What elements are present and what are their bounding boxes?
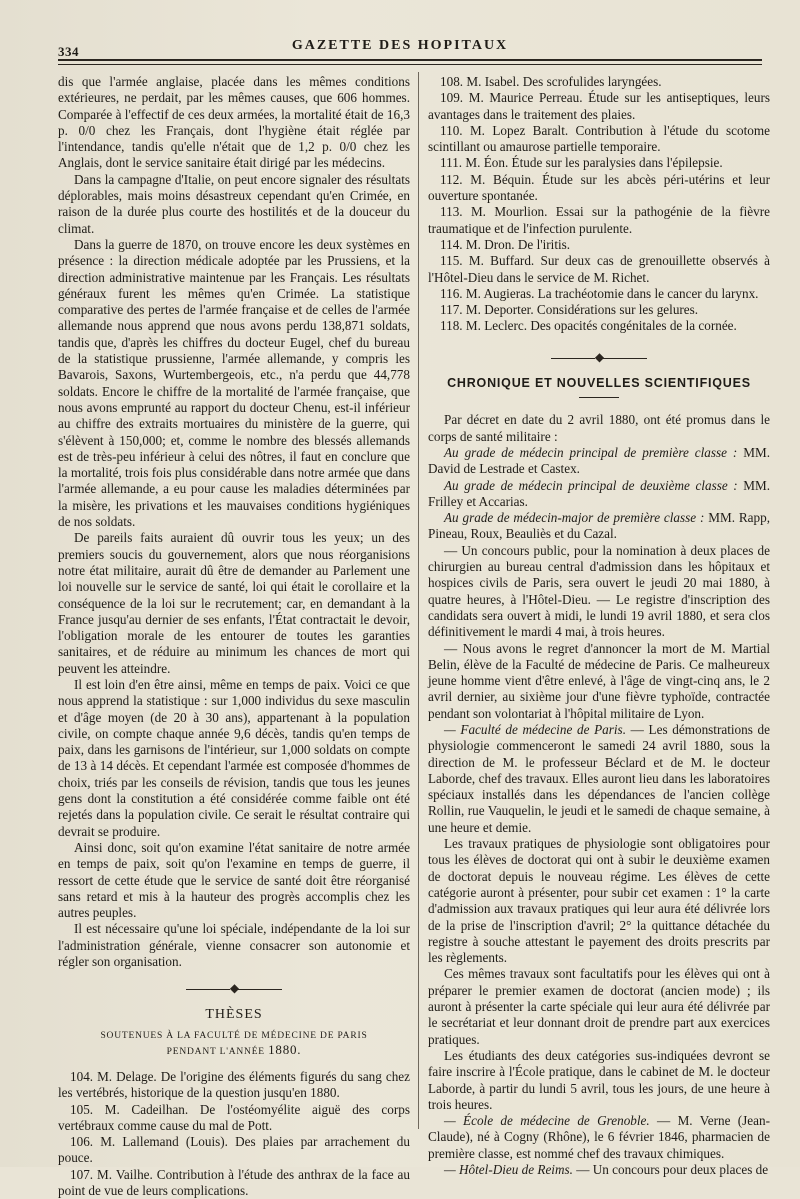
news-text: — Les démonstrations de physiologie commenceront le samedi 24 avril 1880, sous la direction de M. le professeur Béclard et de M. le docteur Laborde, chef des travaux. Elles auront lieu dans les laboratoires spéciaux installés dans les dépendances de l'ancien collège Rollin, rue Vauquelin, le jeudi et le samedi de chaque semaine, à une heure et demie. bbox=[428, 721, 770, 835]
promotion-entry bbox=[428, 478, 770, 511]
paragraph: Dans la guerre de 1870, on trouve encore les deux systèmes en présence : la direction médicale adoptée par les Prussiens, et la direction administrative maintenue par les Français. Les résultats généraux furent les mêmes qu'en Crimée. La statistique comparative des pertes de l'armée française et de celles de l'armée allemande nous apprend que nous avons perdu 138,871 soldats, tandis que, d'après les chiffres du docteur Eugel, chef du bureau de la statistique prussienne, l'armée allemande, y compris les Bavarois, Saxons, Wurtembergeois, etc., n'a perdu que 44,778 soldats. Encore le chiffre de la mortalité de l'armée française, que nous avons emprunté au rapport du docteur Chenu, est-il inférieur au chiffre des extraits mortuaires du ministère de la guerre, qui s'élèvent à 150,000; et, comme le nombre des blessés allemands est de très-peu inférieur à celui des nôtres, il faut en conclure que la mortalité, trois fois plus considérable dans notre armée que dans l'armée allemande, a eu pour cause les maladies déterminées par la misère, les privations et les mauvaises conditions hygiéniques de nos soldats. bbox=[58, 236, 410, 530]
chronique-rule bbox=[579, 397, 619, 398]
paragraph: Ainsi donc, soit qu'on examine l'état sanitaire de notre armée en temps de paix, soit qu'on l'examine en temps de guerre, il ressort de cette étude que le service de santé doit être réorganisé sans retard et mis à la hauteur des progrès accomplis chez les autres peuples. bbox=[58, 839, 410, 921]
thesis-item: 113. M. Mourlion. Essai sur la pathogénie de la fièvre traumatique et de l'infection purulente. bbox=[428, 204, 770, 236]
paragraph: Il est nécessaire qu'une loi spéciale, indépendante de la loi sur l'administration générale, vienne consacrer son autonomie et régler son organisation. bbox=[58, 921, 410, 970]
thesis-item: 115. M. Buffard. Sur deux cas de grenouillette observés à l'Hôtel-Dieu dans le service de M. Richet. bbox=[428, 253, 770, 285]
section-ornament: ◆ bbox=[58, 980, 410, 996]
news-item-faculte bbox=[428, 722, 770, 836]
thesis-item: 116. M. Augieras. La trachéotomie dans le cancer du larynx. bbox=[440, 285, 759, 301]
news-item-concours: — Un concours public, pour la nomination à deux places de chirurgien au bureau central d'admission dans les hôpitaux et hospices civils de Paris, sera ouvert le jeudi 20 mai 1880, à quatre heures, à l'Hôtel-Dieu. — Le registre d'inscription des candidats sera ouvert à midi, le lundi 19 avril 1880, et sera clos définitivement le mardi 4 mai, à trois heures. bbox=[428, 542, 770, 640]
thesis-item: 105. M. Cadeilhan. De l'ostéomyélite aiguë des corps vertébraux comme cause du mal de Pott. bbox=[58, 1101, 410, 1133]
grade-names: MM. Rapp, Pineau, Roux, Beauliès et du Cazal. bbox=[428, 510, 771, 542]
right-column bbox=[428, 74, 770, 1178]
paragraph: Il est loin d'en être ainsi, même en temps de paix. Voici ce que nous apprend la statistique : sur 1,000 individus du sexe masculin et d'âge moyen (de 20 à 30 ans), appartenant à la population civile, on compte chaque année 9,6 décès, tandis qu'en temps de paix, dans les garnisons de l'intérieur, sur 1,000 soldats on compte de 13 à 14 décès. Et cependant l'armée est composée d'hommes de choix, triés par les conseils de révision, tandis que tous les jeunes gens dont la constitution a été considérée comme faible ont été rejetés dans la population civile. Ce serait le résultat contraire qui devrait se produire. bbox=[58, 676, 410, 839]
theses-title: THÈSES bbox=[205, 1006, 263, 1022]
promotion-entry bbox=[428, 445, 770, 478]
thesis-item: 112. M. Béquin. Étude sur les abcès péri-utérins et leur ouverture spontanée. bbox=[428, 171, 770, 204]
thesis-item: 108. M. Isabel. Des scrofulides laryngées. bbox=[440, 74, 662, 89]
news-heading: — École de médecine de Grenoble. bbox=[444, 1113, 650, 1129]
paragraph: De pareils faits auraient dû ouvrir tous les yeux; un des premiers soucis du gouvernement, alors que nous réorganisions notre état militaire, aurait dû être de demander au Parlement une loi nouvelle sur le service de santé, loi qui était le corollaire et la conséquence de la loi sur le recrutement; car, en demandant à la France jusqu'au dernier de ses enfants, l'État contractait le devoir, l'obligation morale de les entourer de toutes les garanties sanitaires, et de réduire au minimum les chances de mort qui peuvent les atteindre. bbox=[58, 530, 410, 676]
theses-subtitle-line2: PENDANT L'ANNÉE bbox=[166, 1046, 265, 1057]
thesis-item: 117. M. Deporter. Considérations sur les gelures. bbox=[440, 302, 699, 318]
thesis-item: 118. M. Leclerc. Des opacités congénitales de la cornée. bbox=[440, 318, 737, 334]
news-heading: — Faculté de médecine de Paris. bbox=[444, 721, 626, 737]
grade-label: Au grade de médecin-major de première classe : bbox=[444, 510, 705, 526]
paragraph: Dans la campagne d'Italie, on peut encore signaler des résultats déplorables, mais moins désastreux cependant qu'en Crimée, en raison de la durée plus courte des hostilités et de la douceur du climat. bbox=[58, 171, 410, 236]
theses-subtitle-line1: SOUTENUES À LA FACULTÉ DE MÉDECINE DE PARIS bbox=[100, 1030, 368, 1041]
thesis-item: 110. M. Lopez Baralt. Contribution à l'étude du scotome scintillant ou amaurose partielle temporaire. bbox=[428, 122, 770, 155]
grade-label: Au grade de médecin principal de première classe : bbox=[444, 444, 738, 460]
header-rule bbox=[58, 59, 762, 61]
promotion-entry bbox=[428, 510, 770, 543]
news-item-obituary: — Nous avons le regret d'annoncer la mort de M. Martial Belin, élève de la Faculté de médecine de Paris. Ce malheureux jeune homme vient d'être enlevé, à l'âge de vingt-cinq ans, le 2 avril dernier, au sixième jour d'une fièvre typhoïde, contractée pendant son volontariat à l'hôpital militaire de Lyon. bbox=[428, 640, 770, 721]
grade-names: MM. Frilley et Accarias. bbox=[428, 477, 771, 509]
theses-subtitle bbox=[58, 1029, 410, 1059]
news-text: — Un concours pour deux places de bbox=[572, 1162, 769, 1177]
left-column bbox=[58, 74, 410, 1199]
page-number: 334 bbox=[58, 44, 79, 59]
news-heading: — Hôtel-Dieu de Reims. bbox=[444, 1162, 573, 1177]
grade-label: Au grade de médecin principal de deuxième classe : bbox=[444, 477, 738, 493]
paragraph: dis que l'armée anglaise, placée dans les mêmes conditions extérieures, ne perdait, par les mêmes causes, que 606 hommes. Comparée à l'effectif de ces deux armées, la mortalité était de 16,3 p. 0/0 chez les Français, dont l'hygiène était réglée par l'intendance, tandis qu'elle n'était que de 1,2 p. 0/0 chez les Anglais, dont le service sanitaire était dirigé par les médecins. bbox=[58, 74, 410, 171]
column-divider bbox=[418, 72, 419, 1129]
thesis-item: 114. M. Dron. De l'iritis. bbox=[440, 236, 571, 252]
decret-intro: Par décret en date du 2 avril 1880, ont été promus dans le corps de santé militaire : bbox=[428, 412, 770, 444]
news-item-travaux: Les travaux pratiques de physiologie sont obligatoires pour tous les élèves de doctorat qui ont à subir le deuxième examen de doctorat depuis le nouveau régime. Les élèves de cette catégorie auront à présenter, pour subir cet examen : 1° la carte d'admission aux travaux pratiques qui leur aura été délivrée lors de la prise de l'inscription d'avril; 2° la quittance détachée du registre à souche attestant le payement des droits prescrits par les règlements. bbox=[428, 836, 770, 966]
header-rule-thin bbox=[58, 64, 762, 65]
chronique-title: CHRONIQUE ET NOUVELLES SCIENTIFIQUES bbox=[447, 376, 751, 391]
theses-year: 1880. bbox=[268, 1041, 302, 1057]
thesis-item: 109. M. Maurice Perreau. Étude sur les antiseptiques, leurs avantages dans le traitement des plaies. bbox=[428, 90, 770, 122]
news-item-grenoble bbox=[428, 1113, 770, 1162]
thesis-item: 106. M. Lallemand (Louis). Des plaies par arrachement du pouce. bbox=[58, 1134, 410, 1166]
news-item-facultatifs: Ces mêmes travaux sont facultatifs pour les élèves qui ont à préparer le premier examen de doctorat (ancien mode) ; ils auront à présenter la carte spéciale qui leur aura été délivrée par le secrétariat et leur donnant droit de prendre part aux exercices pratiques. bbox=[428, 966, 770, 1047]
section-ornament: ◆ bbox=[428, 349, 770, 365]
running-title: GAZETTE DES HOPITAUX bbox=[291, 38, 509, 53]
thesis-item: 107. M. Vailhe. Contribution à l'étude des anthrax de la face au point de vue de leurs complications. bbox=[58, 1166, 410, 1198]
thesis-item: 104. M. Delage. De l'origine des éléments figurés du sang chez les vertébrés, historique de la question jusqu'en 1880. bbox=[58, 1068, 410, 1101]
news-item-etudiants: Les étudiants des deux catégories sus-indiquées devront se faire inscrire à l'École pratique, dans le cabinet de M. le docteur Laborde, à partir du lundi 5 avril, tous les jours, de une heure à trois heures. bbox=[428, 1047, 770, 1112]
grade-names: MM. David de Lestrade et Castex. bbox=[428, 444, 771, 477]
thesis-item: 111. M. Éon. Étude sur les paralysies dans l'épilepsie. bbox=[440, 155, 723, 171]
news-item-reims bbox=[428, 1162, 770, 1178]
news-text: — M. Verne (Jean-Claude), né à Cogny (Rhône), le 6 février 1846, pharmacien de première classe, est nommé chef des travaux chimiques. bbox=[428, 1113, 770, 1161]
